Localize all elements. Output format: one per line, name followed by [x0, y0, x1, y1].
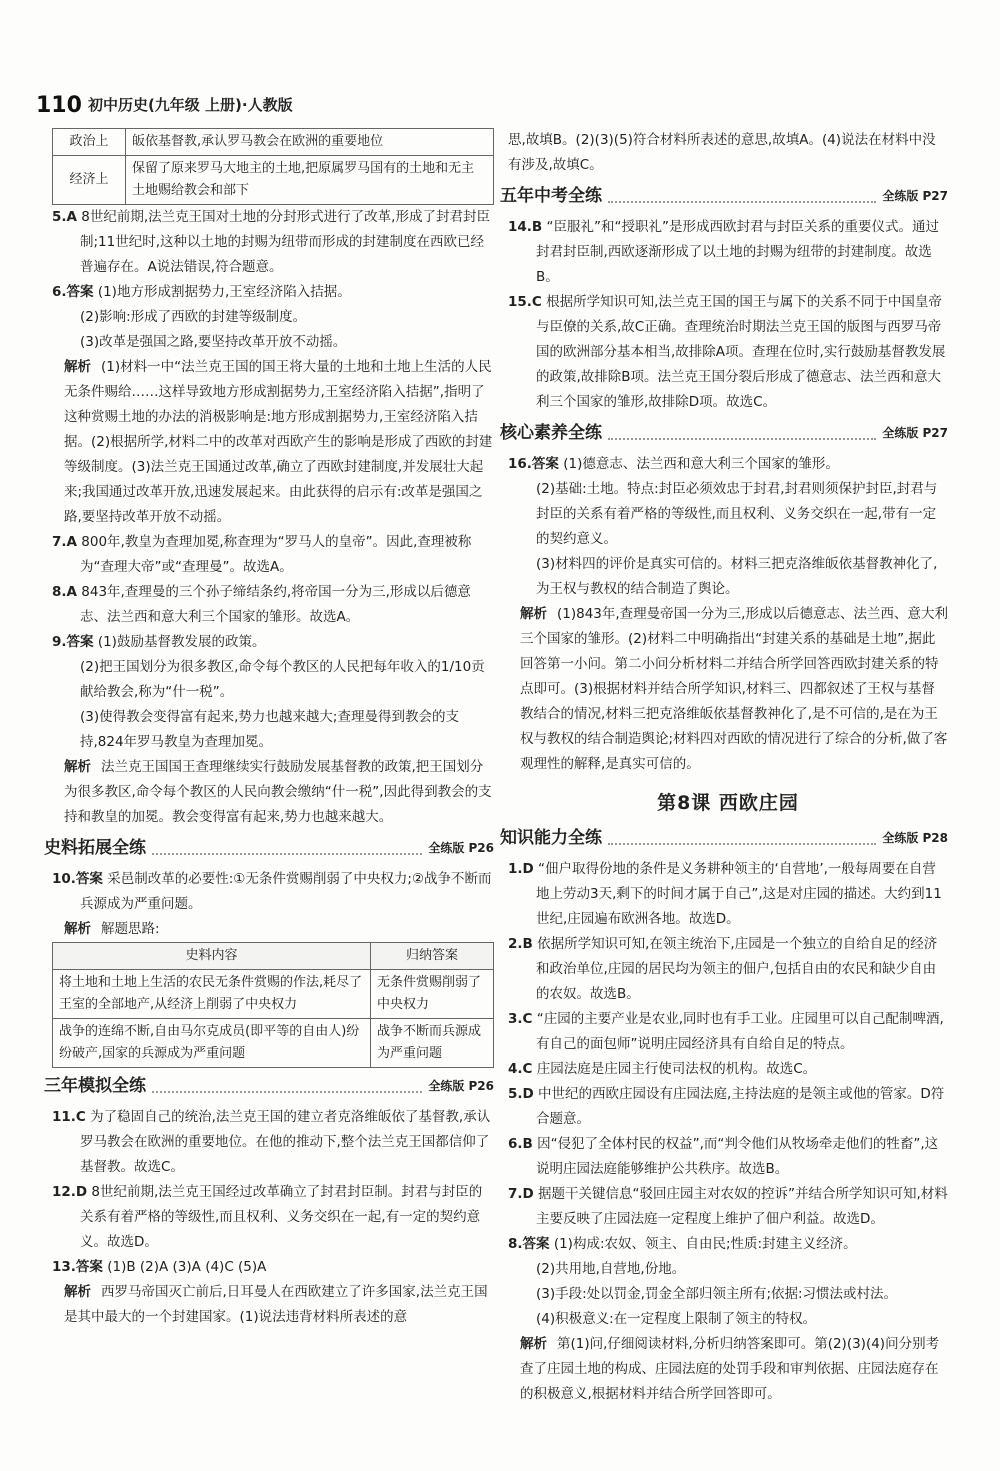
analysis-text: 西罗马帝国灭亡前后,日耳曼人在西欧建立了许多国家,法兰克王国是其中最大的一个封建国家。(1)说法违背材料所表述的意 [64, 1284, 488, 1325]
answer-text: “庄园的主要产业是农业,同时也有手工业。庄园里可以自己配制啤酒,有自己的面包师”说明庄园经济具有自给自足的特点。 [536, 1011, 944, 1052]
answer-line: (2)影响:形成了西欧的封建等级制度。 [80, 309, 307, 325]
answer-number: 13.答案 [52, 1259, 103, 1275]
answer-number: 9.答案 [52, 634, 94, 650]
answer-number: 14.B [508, 219, 543, 235]
answer-item [508, 1007, 948, 1057]
section-ref: 全练版 P28 [882, 831, 948, 845]
answer-text: (1)B (2)A (3)A (4)C (5)A [107, 1259, 267, 1275]
answer-item [508, 1232, 948, 1257]
answer-line: (4)积极意义:在一定程度上限制了领主的特权。 [536, 1311, 817, 1327]
answer-item [52, 867, 494, 917]
answer-number: 7.D [508, 1186, 534, 1202]
answer-text: 因“侵犯了全体村民的权益”,而“判令他们从牧场牵走他们的牲畜”,这说明庄园法庭能够维护公共秩序。故选B。 [536, 1136, 939, 1177]
answer-line: (2)把王国划分为很多教区,命令每个教区的人民把每年收入的1/10贡献给教会,称为“什一税”。 [80, 659, 485, 700]
table-cell: 皈依基督教,承认罗马教会在欧洲的重要地位 [126, 129, 494, 156]
answer-number: 8.答案 [508, 1236, 550, 1252]
table-header: 归纳答案 [371, 943, 494, 970]
answer-text: 843年,查理曼的三个孙子缔结条约,将帝国一分为三,形成以后德意志、法兰西和意大利三个国家的雏形。故选A。 [80, 584, 471, 625]
section-ref: 全练版 P26 [428, 841, 494, 855]
answer-item [52, 630, 494, 655]
section-title: 核心素养全练 [500, 423, 602, 443]
answer-item [508, 1132, 948, 1182]
lesson-title: 第8课 西欧庄园 [657, 792, 799, 814]
left-column [44, 128, 494, 1330]
answer-number: 2.B [508, 936, 533, 952]
answer-text: 据题干关键信息“驳回庄园主对农奴的控诉”并结合所学知识可知,材料主要反映了庄园法庭一定程度上维护了佃户利益。故选D。 [536, 1186, 948, 1227]
analysis-label: 解析 [64, 921, 91, 937]
page-header [36, 92, 293, 118]
answer-text: 根据所学知识可知,法兰克王国的国王与属下的关系不同于中国皇帝与臣僚的关系,故C正确。查理统治时期法兰克王国的版图与西罗马帝国的欧洲部分基本相当,故排除A项。查理在位时,实行鼓励基督教发展的政策,故排除B项。法兰克王国分裂后形成了德意志、法兰西和意大利三个国家的雏形,故排除D项。故选C。 [536, 294, 946, 410]
section-ref: 全练版 P27 [882, 426, 948, 440]
section-ref: 全练版 P27 [882, 189, 948, 203]
answer-item [52, 205, 494, 280]
table-row [53, 156, 494, 205]
answer-line: (3)材料四的评价是真实可信的。材料三把克洛维皈依基督教神化了,为王权与教权的结合制造了舆论。 [536, 556, 938, 597]
analysis-item [52, 355, 494, 530]
dotted-leader [152, 843, 422, 855]
answer-number: 8.A [52, 584, 77, 600]
analysis-label: 解析 [64, 1284, 91, 1300]
answer-text: 800年,教皇为查理加冕,称查理为“罗马人的皇帝”。因此,查理被称为“查理大帝”或“查理曼”。故选A。 [80, 534, 472, 575]
answer-number: 10.答案 [52, 871, 103, 887]
section-heading [44, 836, 494, 861]
table-cell: 经济上 [53, 156, 126, 205]
summary-table [52, 128, 494, 205]
answer-line: (2)基础:土地。特点:封臣必须效忠于封君,封君则须保护封臣,封君与封臣的关系有着严格的等级性,而且权利、义务交织在一起,带有一定的契约意义。 [536, 481, 938, 547]
analysis-text: (1)材料一中“法兰克王国的国王将大量的土地和土地上生活的人民无条件赐给……这样导致地方形成割据势力,王室经济陷入拮据”,指明了这种赏赐土地的办法的消极影响是:地方形成割据势力,王室经济陷入拮据。(2)根据所学,材料二中的改革对西欧产生的影响是形成了西欧的封建等级制度。(3)法兰克王国通过改革,确立了西欧封建制度,并发展壮大起来;我国通过改革开放,迅速发展起来。由此获得的启示有:改革是强国之路,要坚持改革开放不动摇。 [64, 359, 493, 525]
analysis-text: 法兰克王国国王查理继续实行鼓励发展基督教的政策,把王国划分为很多教区,命令每个教区的人民向教会缴纳“什一税”,因此得到教会的支持和教皇的加冕。教会变得富有起来,势力也越来越大。 [64, 759, 492, 825]
answer-text: “佃户取得份地的条件是义务耕种领主的‘自营地’,一般每周要在自营地上劳动3天,剩下的时间才属于自己”,这是对庄园的描述。大约到11世纪,庄园遍布欧洲各地。故选D。 [536, 861, 942, 927]
section-heading [44, 1074, 494, 1099]
section-title: 知识能力全练 [500, 828, 602, 848]
answer-number: 12.D [52, 1184, 88, 1200]
answer-item [508, 452, 948, 477]
answer-text: (1)德意志、法兰西和意大利三个国家的雏形。 [563, 456, 839, 472]
answer-text: (1)地方形成割据势力,王室经济陷入拮据。 [97, 284, 351, 300]
answer-text: “臣服礼”和“授职礼”是形成西欧封君与封臣关系的重要仪式。通过封君封臣制,西欧逐渐形成了以土地的封赐为纽带的封建制度。故选B。 [536, 219, 939, 285]
answer-number: 15.C [508, 294, 542, 310]
section-ref: 全练版 P26 [428, 1079, 494, 1093]
answer-item [508, 1082, 948, 1132]
answer-number: 11.C [52, 1109, 86, 1125]
answer-text: 依据所学知识可知,在领主统治下,庄园是一个独立的自给自足的经济和政治单位,庄园的居民均为领主的佃户,包括自由的农民和缺少自由的农奴。故选B。 [536, 936, 938, 1002]
answer-text: 采邑制改革的必要性:①无条件赏赐削弱了中央权力;②战争不断而兵源成为严重问题。 [80, 871, 492, 912]
answer-text: 8世纪前期,法兰克王国对土地的分封形式进行了改革,形成了封君封臣制;11世纪时,这种以土地的封赐为纽带而形成的封建制度在西欧已经普遍存在。A说法错误,符合题意。 [80, 209, 490, 275]
analysis-table [52, 942, 494, 1068]
answer-item [52, 1105, 494, 1180]
answer-number: 5.A [52, 209, 77, 225]
table-cell: 无条件赏赐削弱了中央权力 [371, 970, 494, 1019]
page-number: 110 [36, 92, 82, 118]
book-title: 初中历史(九年级 上册)·人教版 [87, 95, 293, 114]
table-header-row [53, 943, 494, 970]
answer-line: (3)手段:处以罚金,罚金全部归领主所有;依据:习惯法或村法。 [536, 1286, 898, 1302]
table-row [53, 1019, 494, 1068]
answer-item [52, 1180, 494, 1255]
answer-number: 6.B [508, 1136, 533, 1152]
answer-line: (2)共用地,自营地,份地。 [536, 1261, 686, 1277]
answer-number: 1.D [508, 861, 534, 877]
section-heading [500, 826, 948, 851]
section-title: 五年中考全练 [500, 186, 602, 206]
answer-line: (3)改革是强国之路,要坚持改革开放不动摇。 [80, 334, 347, 350]
analysis-text: 解题思路: [101, 921, 160, 937]
table-row [53, 129, 494, 156]
analysis-label: 解析 [520, 1336, 547, 1352]
table-cell: 战争不断而兵源成为严重问题 [371, 1019, 494, 1068]
answer-number: 5.D [508, 1086, 534, 1102]
table-row [53, 970, 494, 1019]
dotted-leader [608, 428, 876, 440]
answer-item [52, 580, 494, 630]
answer-text: (1)鼓励基督教发展的政策。 [97, 634, 266, 650]
analysis-text: 第(1)问,仔细阅读材料,分析归纳答案即可。第(2)(3)(4)问分别考查了庄园土地的构成、庄园法庭的处罚手段和审判依据、庄园法庭存在的积极意义,根据材料并结合所学回答即可。 [520, 1336, 940, 1402]
answer-item [508, 857, 948, 932]
answer-item [52, 280, 494, 305]
analysis-item [52, 755, 494, 830]
answer-text: 庄园法庭是庄园主行使司法权的机构。故选C。 [536, 1061, 817, 1077]
answer-item [508, 290, 948, 415]
section-heading [500, 184, 948, 209]
analysis-item [52, 917, 494, 942]
answer-line: (3)使得教会变得富有起来,势力也越来越大;查理曼得到教会的支持,824年罗马教皇为查理加冕。 [80, 709, 459, 750]
analysis-item [52, 1280, 494, 1330]
right-column [500, 128, 948, 1407]
answer-item [508, 1057, 948, 1082]
table-cell: 保留了原来罗马大地主的土地,把原属罗马国有的土地和无主土地赐给教会和部下 [126, 156, 494, 205]
answer-text: 为了稳固自己的统治,法兰克王国的建立者克洛维皈依了基督教,承认罗马教会在欧洲的重要地位。在他的推动下,整个法兰克王国都信仰了基督教。故选C。 [80, 1109, 491, 1175]
analysis-item [508, 602, 948, 777]
analysis-label: 解析 [64, 759, 91, 775]
answer-item [508, 932, 948, 1007]
table-cell: 战争的连绵不断,自由马尔克成员(即平等的自由人)纷纷破产,国家的兵源成为严重问题 [53, 1019, 371, 1068]
section-heading [500, 421, 948, 446]
answer-number: 7.A [52, 534, 77, 550]
section-title: 史料拓展全练 [44, 838, 146, 858]
section-title: 三年模拟全练 [44, 1076, 146, 1096]
answer-item [508, 1182, 948, 1232]
answer-number: 16.答案 [508, 456, 559, 472]
table-header: 史料内容 [53, 943, 371, 970]
answer-text: 8世纪前期,法兰克王国经过改革确立了封君封臣制。封君与封臣的关系有着严格的等级性,而且权利、义务交织在一起,有一定的契约意义。故选D。 [80, 1184, 483, 1250]
analysis-label: 解析 [520, 606, 547, 622]
table-cell: 政治上 [53, 129, 126, 156]
answer-item [52, 530, 494, 580]
answer-text: (1)构成:农奴、领主、自由民;性质:封建主义经济。 [553, 1236, 857, 1252]
answer-item [52, 1255, 494, 1280]
analysis-label: 解析 [64, 359, 91, 375]
continued-text: 思,故填B。(2)(3)(5)符合材料所表述的意思,故填A。(4)说法在材料中没有涉及,故填C。 [508, 132, 936, 173]
answer-text: 中世纪的西欧庄园设有庄园法庭,主持法庭的是领主或他的管家。D符合题意。 [536, 1086, 945, 1127]
answer-number: 6.答案 [52, 284, 94, 300]
answer-number: 4.C [508, 1061, 533, 1077]
table-cell: 将土地和土地上生活的农民无条件赏赐的作法,耗尽了王室的全部地产,从经济上削弱了中央权力 [53, 970, 371, 1019]
dotted-leader [608, 191, 876, 203]
analysis-text: (1)843年,查理曼帝国一分为三,形成以后德意志、法兰西、意大利三个国家的雏形。(2)材料二中明确指出“封建关系的基础是土地”,据此回答第一小问。第二小问分析材料二并结合所学回答西欧封建关系的特点即可。(3)根据材料并结合所学知识,材料三、四都叙述了王权与基督教结合的情况,材料三把克洛维皈依基督教神化了,是不可信的,是在为王权与教权的结合制造舆论;材料四对西欧的情况进行了综合的分析,做了客观理性的解释,是真实可信的。 [520, 606, 948, 772]
answer-item [508, 215, 948, 290]
dotted-leader [608, 833, 876, 845]
answer-number: 3.C [508, 1011, 533, 1027]
dotted-leader [152, 1081, 422, 1093]
analysis-item [508, 1332, 948, 1407]
